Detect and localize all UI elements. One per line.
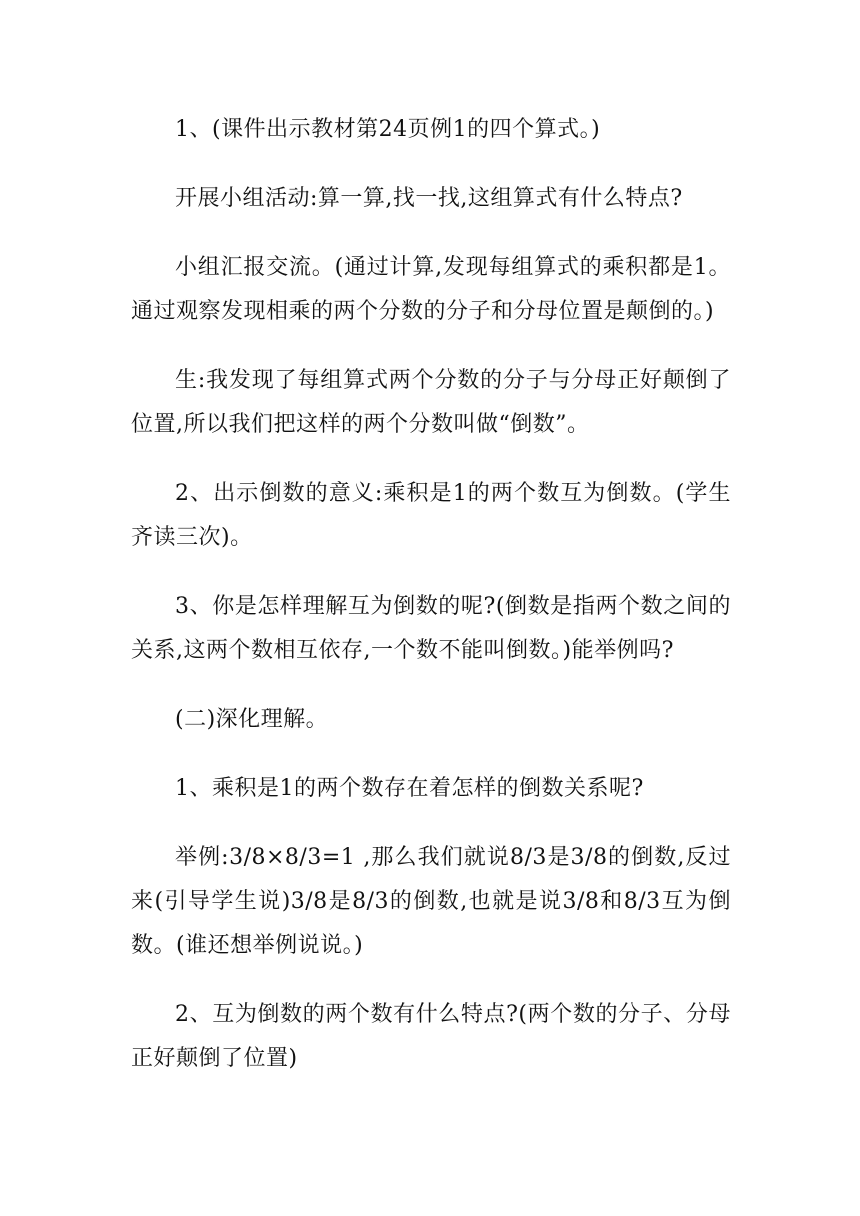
paragraph-6: 3、你是怎样理解互为倒数的呢?(倒数是指两个数之间的关系,这两个数相互依存,一个数不能叫倒数。)能举例吗? [131,594,731,663]
paragraph-10: 2、互为倒数的两个数有什么特点?(两个数的分子、分母正好颠倒了位置) [131,1002,731,1071]
paragraph-8: 1、乘积是1的两个数存在着怎样的倒数关系呢? [175,776,644,801]
paragraph-5: 2、出示倒数的意义:乘积是1的两个数互为倒数。(学生齐读三次)。 [131,481,731,550]
paragraph-1: 1、(课件出示教材第24页例1的四个算式。) [175,117,601,142]
paragraph-9: 举例:3/8×8/3=1 ,那么我们就说8/3是3/8的倒数,反过来(引导学生说)3/8是8/3的倒数,也就是说3/8和8/3互为倒数。(谁还想举例说说。) [131,845,731,958]
section-heading: (二)深化理解。 [175,707,329,732]
paragraph-3: 小组汇报交流。(通过计算,发现每组算式的乘积都是1。通过观察发现相乘的两个分数的分子和分母位置是颠倒的。) [131,255,731,324]
paragraph-2: 开展小组活动:算一算,找一找,这组算式有什么特点? [175,186,683,211]
document-body [131,108,731,1081]
paragraph-4: 生:我发现了每组算式两个分数的分子与分母正好颠倒了位置,所以我们把这样的两个分数叫做“倒数”。 [131,368,731,437]
